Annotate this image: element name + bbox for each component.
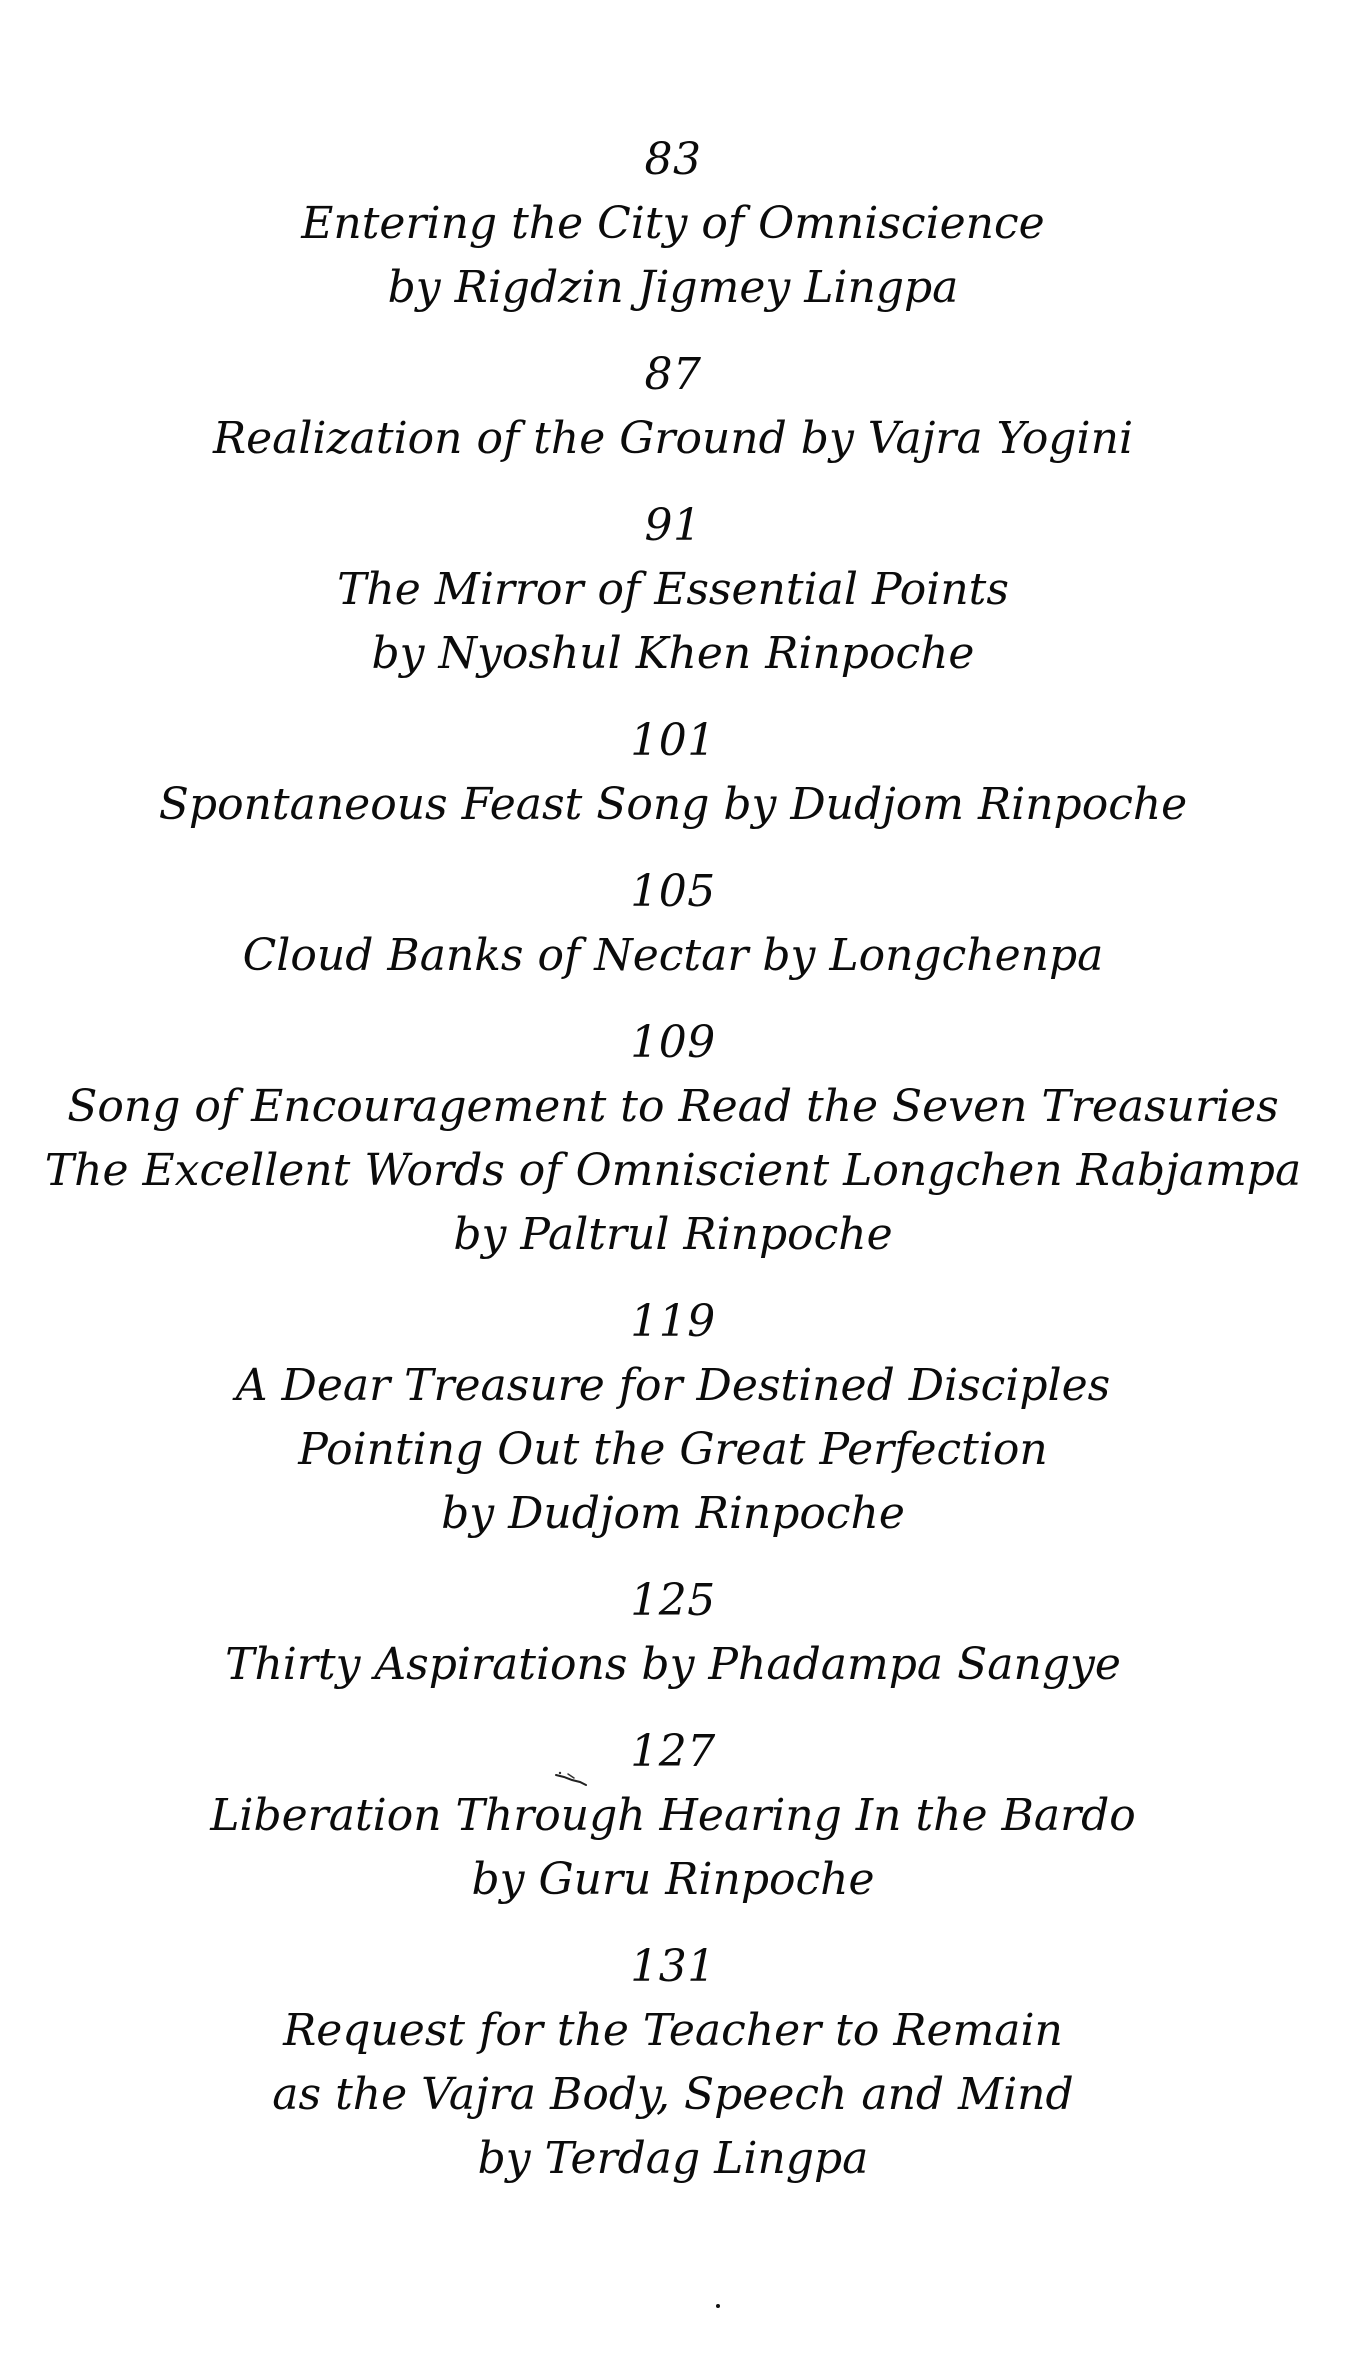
toc-entry [0, 1290, 1346, 1546]
page-number: 127 [630, 1726, 716, 1777]
toc-entry [0, 1720, 1346, 1912]
entry-title: A Dear Treasure for Destined Disciples [235, 1360, 1111, 1411]
toc-entry [0, 1569, 1346, 1697]
page-number: 109 [630, 1017, 716, 1068]
entry-author: by Terdag Lingpa [477, 2133, 869, 2184]
page-number: 101 [630, 715, 716, 766]
toc-entry [0, 494, 1346, 686]
toc-entry [0, 128, 1346, 320]
page-number: 87 [644, 349, 702, 400]
toc-entry [0, 860, 1346, 988]
entry-subtitle: as the Vajra Body, Speech and Mind [272, 2069, 1074, 2120]
page-number: 83 [644, 134, 702, 185]
entry-title: Thirty Aspirations by Phadampa Sangye [225, 1639, 1121, 1690]
entry-subtitle: The Excellent Words of Omniscient Longchen Rabjampa [44, 1145, 1302, 1196]
table-of-contents [0, 128, 1346, 2214]
toc-entry [0, 1935, 1346, 2191]
entry-author: by Guru Rinpoche [471, 1854, 875, 1905]
entry-title: Entering the City of Omniscience [301, 198, 1045, 249]
entry-author: by Rigdzin Jigmey Lingpa [387, 262, 959, 313]
entry-title: Spontaneous Feast Song by Dudjom Rinpoche [158, 779, 1188, 830]
entry-title: Liberation Through Hearing In the Bardo [210, 1790, 1136, 1841]
entry-title: Song of Encouragement to Read the Seven Treasuries [67, 1081, 1279, 1132]
entry-title: Realization of the Ground by Vajra Yogini [212, 413, 1134, 464]
page-number: 105 [630, 866, 716, 917]
toc-entry [0, 343, 1346, 471]
entry-author: by Nyoshul Khen Rinpoche [371, 628, 975, 679]
entry-title: The Mirror of Essential Points [337, 564, 1009, 615]
entry-title: Cloud Banks of Nectar by Longchenpa [242, 930, 1104, 981]
stray-dot [716, 2304, 720, 2308]
page-number: 119 [630, 1296, 716, 1347]
toc-entry [0, 709, 1346, 837]
page-number: 91 [644, 500, 702, 551]
page-number: 125 [630, 1575, 716, 1626]
entry-author: by Paltrul Rinpoche [453, 1209, 893, 1260]
ink-smudge-mark [554, 1771, 588, 1787]
page-number: 131 [630, 1941, 716, 1992]
entry-subtitle: Pointing Out the Great Perfection [298, 1424, 1048, 1475]
entry-title: Request for the Teacher to Remain [283, 2005, 1063, 2056]
toc-entry [0, 1011, 1346, 1267]
entry-author: by Dudjom Rinpoche [441, 1488, 905, 1539]
